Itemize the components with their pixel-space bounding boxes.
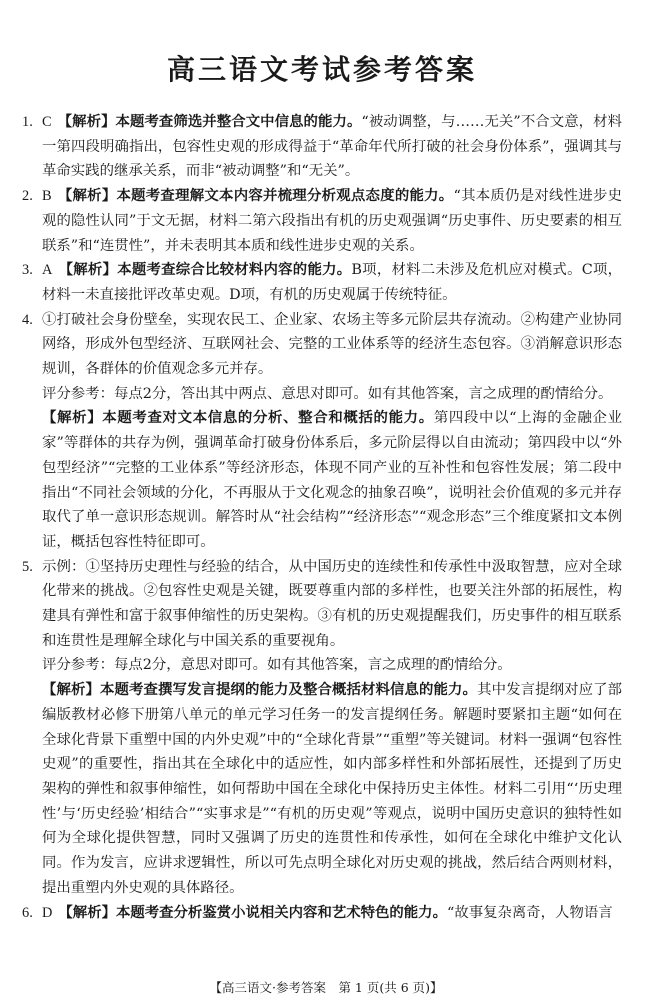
answer-list [22,110,622,925]
item-number: 6. [22,904,33,921]
analysis-text: 其中发言提纲对应了部编版教材必修下册第八单元的单元学习任务一的发言提纲任务。解题时要紧扣主题“如何在全球化背景下重塑中国的内外史观”中的“全球化背景”“重塑”等关键词。材料一强调“包容性史观”的重要性，指出其在全球化中的适应性，如内部多样性和外部拓展性，还提到了历史架构的弹性和叙事伸缩性，如何帮助中国在全球化中保持历史主体性。材料二引用“‘历史理性’与‘历史经验’相结合”“实事求是”“有机的历史观”等观点，说明中国历史意识的独特性如何为全球化提供智慧，同时又强调了历史的连贯性和传承性，如何在全球化中维护文化认同。作为发言，应讲求逻辑性，所以可先点明全球化对历史观的挑战，然后结合两则材料，提出重塑内外史观的具体路径。 [42,682,622,896]
item-number: 3. [22,262,33,279]
analysis-text: “故事复杂离奇，人物语言 [446,904,613,921]
analysis-tag: 【解析】本题考查综合比较材料内容的能力。 [58,261,352,279]
analysis-tag: 【解析】本题考查对文本信息的分析、整合和概括的能力。 [42,409,434,427]
page-footer: 【高三语文·参考答案 第 1 页(共 6 页)】 [209,980,443,995]
page-title: 高三语文考试参考答案 [166,53,477,86]
answer-text: ①打破社会身份壁垒，实现农民工、企业家、农场主等多元阶层共存流动。②构建产业协同网络，形成外包型经济、互联网社会、完整的工业体系等的经济生态包容。③消解意识形态规训，各群体的价值观念多元并存。 [42,311,622,378]
answer-item-6 [22,901,622,926]
answer-item-3 [22,258,622,307]
item-number: 5. [22,558,33,575]
item-number: 1. [22,114,33,130]
analysis-text: “其本质仍是对线性进步史观的隐性认同”于文无据，材料二第六段指出有机的历史观强调“历史事件、历史要素的相互联系”和“连贯性”，并未表明其本质和线性进步史观的关系。 [42,188,622,254]
item-answer: B [42,188,52,205]
analysis-text: 第四段中以“上海的金融企业家”等群体的共存为例，强调革命打破身份体系后，多元阶层得以自由流动；第四段中以“外包型经济”“完整的工业体系”等经济形态，体现不同产业的互补性和包容性发展；第二段中指出“不同社会领域的分化，不再服从于文化观念的抽象召唤”，说明社会价值观的多元并存取代了单一意识形态规训。解答时从“社会结构”“经济形态”“观念形态”三个维度紧扣文本例证，概括包容性特征即可。 [42,410,622,550]
analysis-text: B项，材料二未涉及危机应对模式。C项，材料一未直接批评改革史观。D项，有机的历史观属于传统特征。 [42,262,622,303]
score-note: 评分参考：每点2分，答出其中两点、意思对即可。如有其他答案，言之成理的酌情给分。 [42,385,613,402]
answer-text: 示例：①坚持历史理性与经验的结合，从中国历史的连续性和传承性中汲取智慧，应对全球化带来的挑战。②包容性史观是关键，既要尊重内部的多样性，也要关注外部的拓展性，构建具有弹性和富于叙事伸缩性的历史架构。③有机的历史观提醒我们，历史事件的相互联系和连贯性是理解全球化与中国关系的重要视角。 [42,558,622,649]
item-answer: D [42,904,53,921]
item-answer: A [42,262,53,279]
item-number: 2. [22,188,33,205]
item-number: 4. [22,311,33,328]
analysis-text: “被动调整，与……无关”不合文意，材料一第四段明确指出，包容性史观的形成得益于“革命年代所打破的社会身份体系”，强调其与革命实践的继承关系，而非“被动调整”和“无关”。 [42,114,622,180]
analysis-tag: 【解析】本题考查理解文本内容并梳理分析观点态度的能力。 [57,187,454,205]
item-answer: C [42,114,52,130]
answer-item-1 [22,110,622,184]
answer-item-2 [22,184,622,258]
analysis-tag: 【解析】本题考查撰写发言提纲的能力及整合概括材料信息的能力。 [42,681,478,699]
answer-item-5 [22,555,622,901]
answer-item-4 [22,308,622,555]
score-note: 评分参考：每点2分，意思对即可。如有其他答案，言之成理的酌情给分。 [42,657,512,674]
analysis-tag: 【解析】本题考查筛选并整合文中信息的能力。 [57,113,362,130]
analysis-tag: 【解析】本题考查分析鉴赏小说相关内容和艺术特色的能力。 [58,903,447,921]
